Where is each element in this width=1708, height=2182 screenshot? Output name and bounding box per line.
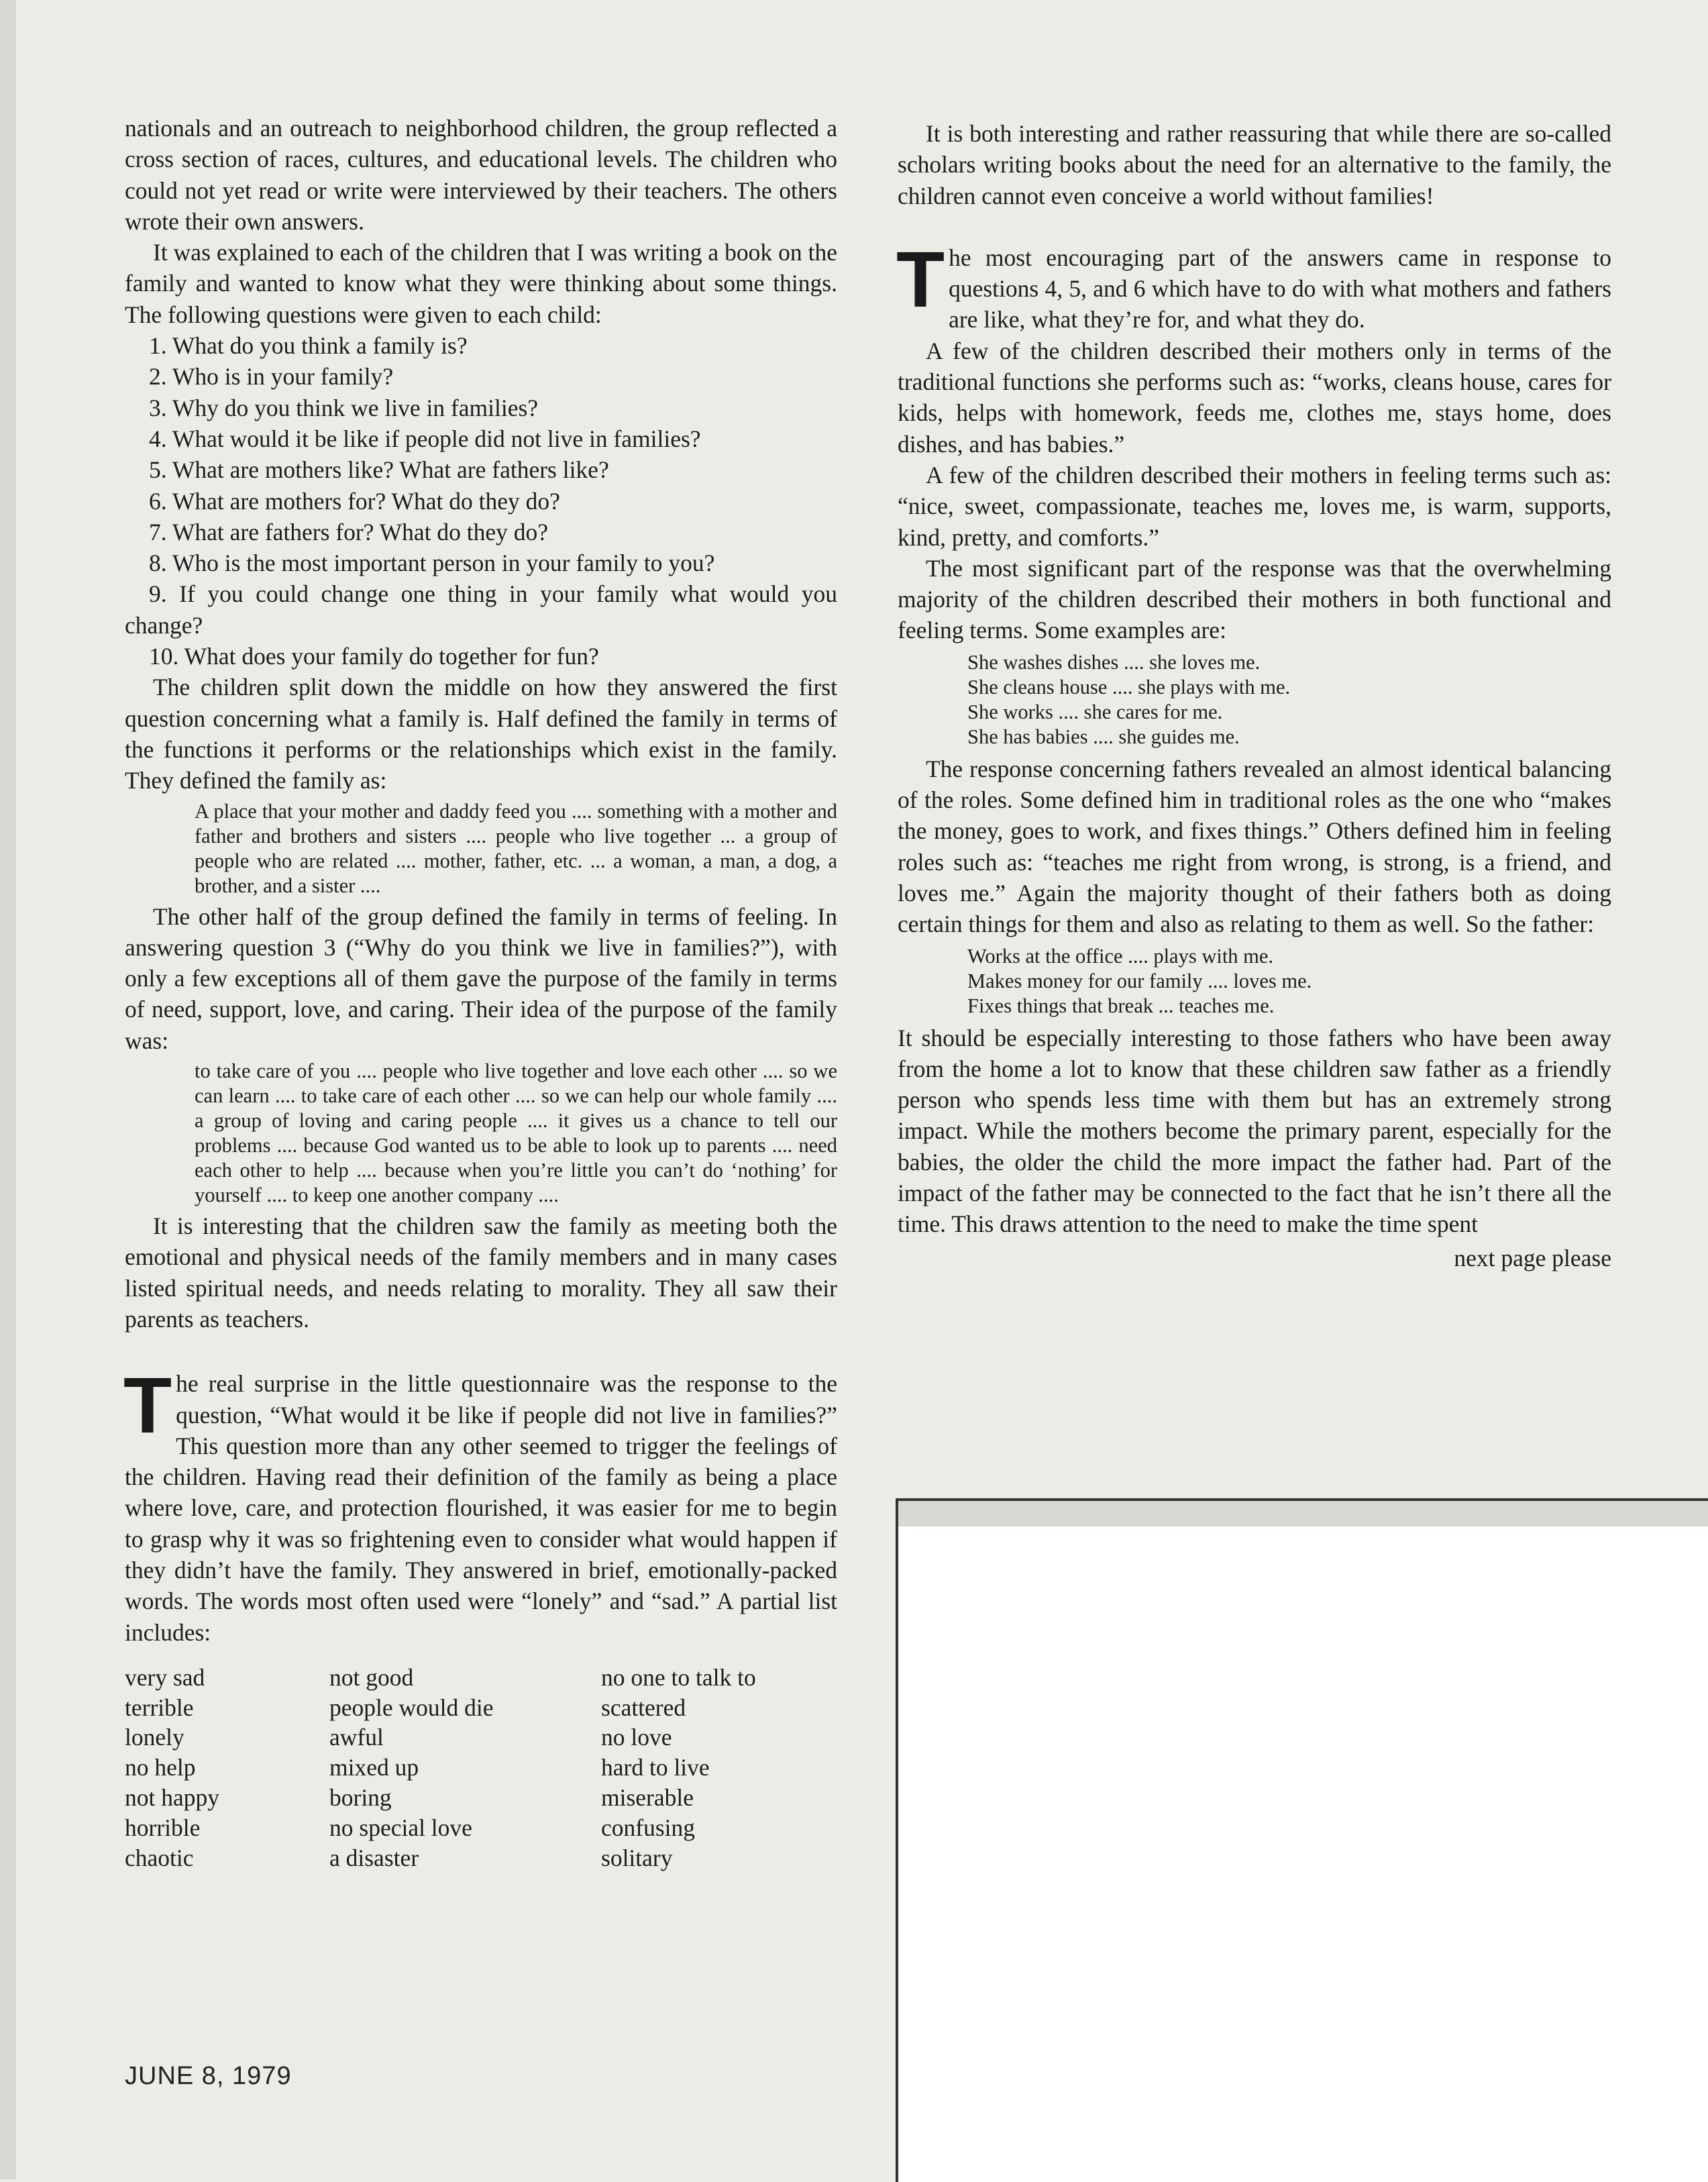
word-item: mixed up <box>329 1754 419 1781</box>
word-item: boring <box>329 1784 392 1812</box>
word-item: very sad <box>125 1663 205 1691</box>
paragraph: The response concerning fathers revealed an almost identical balancing of the roles. Some defined him in traditional roles as the one who “makes the money, goes to work, and fixes things.” Others defined him in feeling roles such as: “teaches me right from wrong, is strong, is a friend, and loves me.” Again the majority thought of their fathers both as doing certain things for them and also as relating to them as well. So the father: <box>898 755 1611 938</box>
word-item: awful <box>329 1724 384 1751</box>
word-list <box>125 1663 837 1873</box>
word-item: lonely <box>125 1724 184 1751</box>
page-footer-date: JUNE 8, 1979 <box>125 2062 292 2090</box>
word-item: miserable <box>601 1784 694 1812</box>
question-item: 5. What are mothers like? What are fathers like? <box>149 456 609 484</box>
paragraph: It is both interesting and rather reassuring that while there are so-called scholars writing books about the need for an alternative to the family, the children cannot even conceive a world without families! <box>898 120 1611 209</box>
example-line: She works .... she cares for me. <box>967 700 1223 723</box>
paragraph: The most significant part of the response was that the overwhelming majority of the children described their mothers in both functional and feeling terms. Some examples are: <box>898 554 1611 644</box>
block-quote: to take care of you .... people who live together and love each other .... so we can learn .... to take care of each other .... so we can help our whole family .... a group of loving and caring people .... it gives us a chance to tell our problems .... because God wanted us to be able to look up to parents .... need each other to help .... because when you’re little you can’t do ‘nothing’ for yourself .... to keep one another company .... <box>195 1059 837 1207</box>
question-item: 2. Who is in your family? <box>149 363 394 391</box>
word-item: no one to talk to <box>601 1663 756 1691</box>
paragraph: A few of the children described their mothers only in terms of the traditional functions she performs such as: “works, cleans house, cares for kids, helps with homework, feeds me, clothes me, stays home, does dishes, and has babies.” <box>898 337 1611 458</box>
paragraph: It is interesting that the children saw the family as meeting both the emotional and physical needs of the family members and in many cases listed spiritual needs, and needs relating to morality. They all saw their parents as teachers. <box>125 1212 837 1333</box>
question-list <box>125 330 837 672</box>
word-item: terrible <box>125 1694 194 1721</box>
word-item: not good <box>329 1663 414 1691</box>
section-dropcap-paragraph <box>123 1361 837 1648</box>
example-line: Works at the office .... plays with me. <box>967 944 1274 968</box>
paragraph: It should be especially interesting to those fathers who have been away from the home a lot to know that these children saw father as a friendly person who spends less time with them but has an extremely strong impact. While the mothers become the primary parent, especially for the babies, the older the child the more impact the father had. Part of the impact of the father may be connected to the fact that he isn’t there all the time. This draws attention to the need to make the time spent <box>898 1024 1611 1238</box>
question-item: 3. Why do you think we live in families? <box>149 394 539 421</box>
block-quote: A place that your mother and daddy feed you .... something with a mother and father and brothers and sisters .... people who live together ... a group of people who are related .... mother, father, etc. ... a woman, a man, a dog, a brother, and a sister .... <box>195 799 837 897</box>
example-line: She cleans house .... she plays with me. <box>967 675 1291 698</box>
word-item: not happy <box>125 1784 219 1812</box>
right-column <box>898 118 1611 1274</box>
paragraph: The children split down the middle on how they answered the first question concerning what a family is. Half defined the family in terms of the functions it performs or the relationships which exist in the family. They defined the family as: <box>125 674 837 794</box>
paragraph: he most encouraging part of the answers came in response to questions 4, 5, and 6 which have to do with what mothers and fathers are like, what they’re for, and what they do. <box>949 244 1611 333</box>
word-item: a disaster <box>329 1844 419 1871</box>
word-item: no help <box>125 1754 196 1781</box>
box-top-strip <box>898 1501 1708 1526</box>
question-item: 8. Who is the most important person in your family to you? <box>149 550 715 577</box>
example-line: Fixes things that break ... teaches me. <box>967 994 1275 1017</box>
drop-cap: T <box>896 235 945 324</box>
question-item: 9. If you could change one thing in your family what would you change? <box>125 580 837 639</box>
section-dropcap-paragraph <box>896 235 1611 335</box>
word-item: chaotic <box>125 1844 194 1871</box>
example-line: She washes dishes .... she loves me. <box>967 650 1261 674</box>
word-item: no love <box>601 1724 672 1751</box>
word-item: hard to live <box>601 1754 710 1781</box>
blank-box <box>896 1498 1708 2182</box>
paragraph: he real surprise in the little questionnaire was the response to the question, “What would it be like if people did not live in families?” This question more than any other seemed to trigger the feelings of the children. Having read their definition of the family as being a place where love, care, and protection flourished, it was easier for me to begin to grasp why it was so frightening even to consider what would happen if they didn’t have the family. They answered in brief, emotionally-packed words. The words most often used were “lonely” and “sad.” A partial list includes: <box>125 1370 837 1646</box>
word-item: confusing <box>601 1814 696 1841</box>
word-item: horrible <box>125 1814 201 1841</box>
question-item: 7. What are fathers for? What do they do? <box>149 518 549 546</box>
page-edge <box>0 0 16 2179</box>
paragraph: nationals and an outreach to neighborhood children, the group reflected a cross section of races, cultures, and educational levels. The children who could not yet read or write were interviewed by their teachers. The others wrote their own answers. <box>125 115 837 235</box>
father-examples <box>967 944 1611 1019</box>
paragraph: It was explained to each of the children that I was writing a book on the family and wanted to know what they were thinking about some things. The following questions were given to each child: <box>125 239 837 328</box>
mother-examples <box>967 650 1611 749</box>
question-item: 6. What are mothers for? What do they do? <box>149 487 560 515</box>
example-line: She has babies .... she guides me. <box>967 725 1240 748</box>
paragraph: The other half of the group defined the family in terms of feeling. In answering question 3 (“Why do you think we live in families?”), with only a few exceptions all of them gave the purpose of the family in terms of need, support, love, and caring. Their idea of the purpose of the family was: <box>125 902 837 1054</box>
question-item: 10. What does your family do together for fun? <box>149 643 599 670</box>
question-item: 4. What would it be like if people did not live in families? <box>149 425 701 452</box>
example-line: Makes money for our family .... loves me. <box>967 969 1312 992</box>
next-page-note: next page please <box>1454 1244 1611 1271</box>
word-item: scattered <box>601 1694 686 1721</box>
word-item: people would die <box>329 1694 494 1721</box>
left-column <box>125 113 837 1873</box>
word-item: no special love <box>329 1814 472 1841</box>
question-item: 1. What do you think a family is? <box>149 332 468 360</box>
drop-cap: T <box>123 1361 172 1451</box>
paragraph: A few of the children described their mothers in feeling terms such as: “nice, sweet, compassionate, teaches me, loves me, is warm, supports, kind, pretty, and comforts.” <box>898 461 1611 551</box>
word-item: solitary <box>601 1844 673 1871</box>
